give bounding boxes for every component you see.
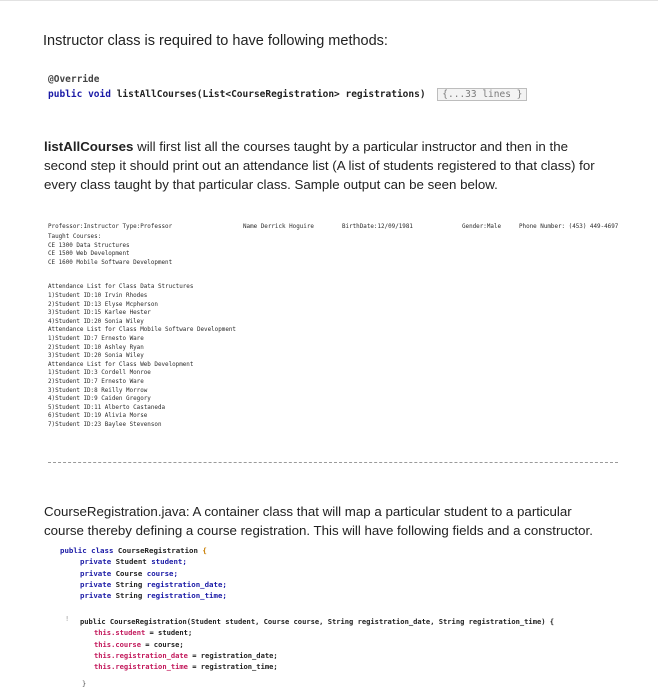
keyword-public: public <box>48 89 83 100</box>
open-brace: { <box>202 546 207 555</box>
code-block-constructor <box>80 616 554 672</box>
field-declaration: private Student student; <box>80 557 187 567</box>
course-registration-description <box>44 502 614 540</box>
constructor-signature: public CourseRegistration(Student student, Course course, String registration_date, String registration_time) { <box>80 617 555 626</box>
attendance-line: 2)Student ID:13 Elyse Mcpherson <box>48 301 158 308</box>
code-block-list-all-courses <box>48 72 527 102</box>
attendance-line: Attendance List for Class Mobile Software Development <box>48 327 236 334</box>
constructor-statement: this.student = student; <box>94 628 193 638</box>
section-heading: Instructor class is required to have following methods: <box>43 33 388 49</box>
attendance-line: 4)Student ID:9 Caiden Gregory <box>48 396 151 403</box>
constructor-body <box>80 627 554 672</box>
term-course-registration: CourseRegistration.java <box>44 504 186 519</box>
class-declaration <box>60 545 227 556</box>
attendance-line: 1)Student ID:10 Irvin Rhodes <box>48 292 148 299</box>
taught-courses-list <box>48 242 618 268</box>
course-line: CE 1300 Data Structures <box>48 242 130 249</box>
output-header <box>48 223 618 233</box>
attendance-line: Attendance List for Class Web Development <box>48 361 194 368</box>
keyword-void: void <box>88 89 111 100</box>
attendance-line: 2)Student ID:7 Ernesto Ware <box>48 378 144 385</box>
constructor-statement: this.registration_time = registration_time; <box>94 662 278 672</box>
field-declaration: private String registration_date; <box>80 579 227 589</box>
attendance-line: 5)Student ID:11 Alberto Castaneda <box>48 404 166 411</box>
field-declaration: private Course course; <box>80 568 178 578</box>
method-params: (List<CourseRegistration> registrations) <box>196 89 426 100</box>
collapsed-code-fold[interactable]: {...33 lines } <box>437 88 527 101</box>
keyword-public-class: public class <box>60 546 114 555</box>
phone-field: Phone Number: (453) 449-4697 <box>519 224 619 230</box>
name-field: Name Derrick Hoguire <box>243 224 314 230</box>
attendance-line: Attendance List for Class Data Structures <box>48 284 194 291</box>
gutter-marker: ! <box>65 615 70 623</box>
override-annotation: @Override <box>48 74 100 85</box>
attendance-line: 3)Student ID:8 Reilly Morrow <box>48 387 148 394</box>
attendance-line: 1)Student ID:7 Ernesto Ware <box>48 335 144 342</box>
attendance-line: 2)Student ID:10 Ashley Ryan <box>48 344 144 351</box>
class-name: CourseRegistration <box>117 546 198 555</box>
gender-field: Gender:Male <box>462 224 502 230</box>
attendance-line: 4)Student ID:20 Sonia Wiley <box>48 318 144 325</box>
method-signature <box>48 87 527 102</box>
description-text-2: : A container class that will map a particular student to a particular course thereby defining a course registration. This will have following fields and a constructor. <box>44 504 593 538</box>
attendance-line: 3)Student ID:15 Karlee Hester <box>48 310 151 317</box>
taught-courses-title: Taught Courses: <box>48 234 102 240</box>
code-block-class-fields <box>60 545 227 601</box>
field-declaration: private String registration_time; <box>80 591 227 601</box>
term-listallcourses: listAllCourses <box>44 139 134 154</box>
constructor-statement: this.registration_date = registration_date; <box>94 650 278 660</box>
attendance-line: 7)Student ID:23 Baylee Stevenson <box>48 421 162 428</box>
attendance-line: 6)Student ID:19 Alivia Morse <box>48 413 148 420</box>
closing-brace: } <box>82 680 87 688</box>
top-border <box>0 0 658 1</box>
field-list <box>60 556 227 601</box>
list-all-courses-description <box>44 137 614 194</box>
attendance-line: 1)Student ID:3 Cordell Monroe <box>48 370 151 377</box>
attendance-line: 3)Student ID:20 Sonia Wiley <box>48 353 144 360</box>
professor-field: Professor:Instructor Type:Professor <box>48 224 173 230</box>
birthdate-field: BirthDate:12/09/1981 <box>342 224 413 230</box>
description-text: will first list all the courses taught by a particular instructor and then in the second step it should print out an attendance list (A list of students registered to that class) for every class taught by that particular class. Sample output can be seen below. <box>44 139 595 192</box>
output-divider <box>48 462 618 463</box>
method-name: listAllCourses <box>116 89 197 100</box>
constructor-statement: this.course = course; <box>94 639 184 649</box>
sample-output <box>48 223 618 465</box>
course-line: CE 1500 Web Development <box>48 251 130 258</box>
course-line: CE 1600 Mobile Software Development <box>48 259 173 266</box>
attendance-list <box>48 283 618 429</box>
